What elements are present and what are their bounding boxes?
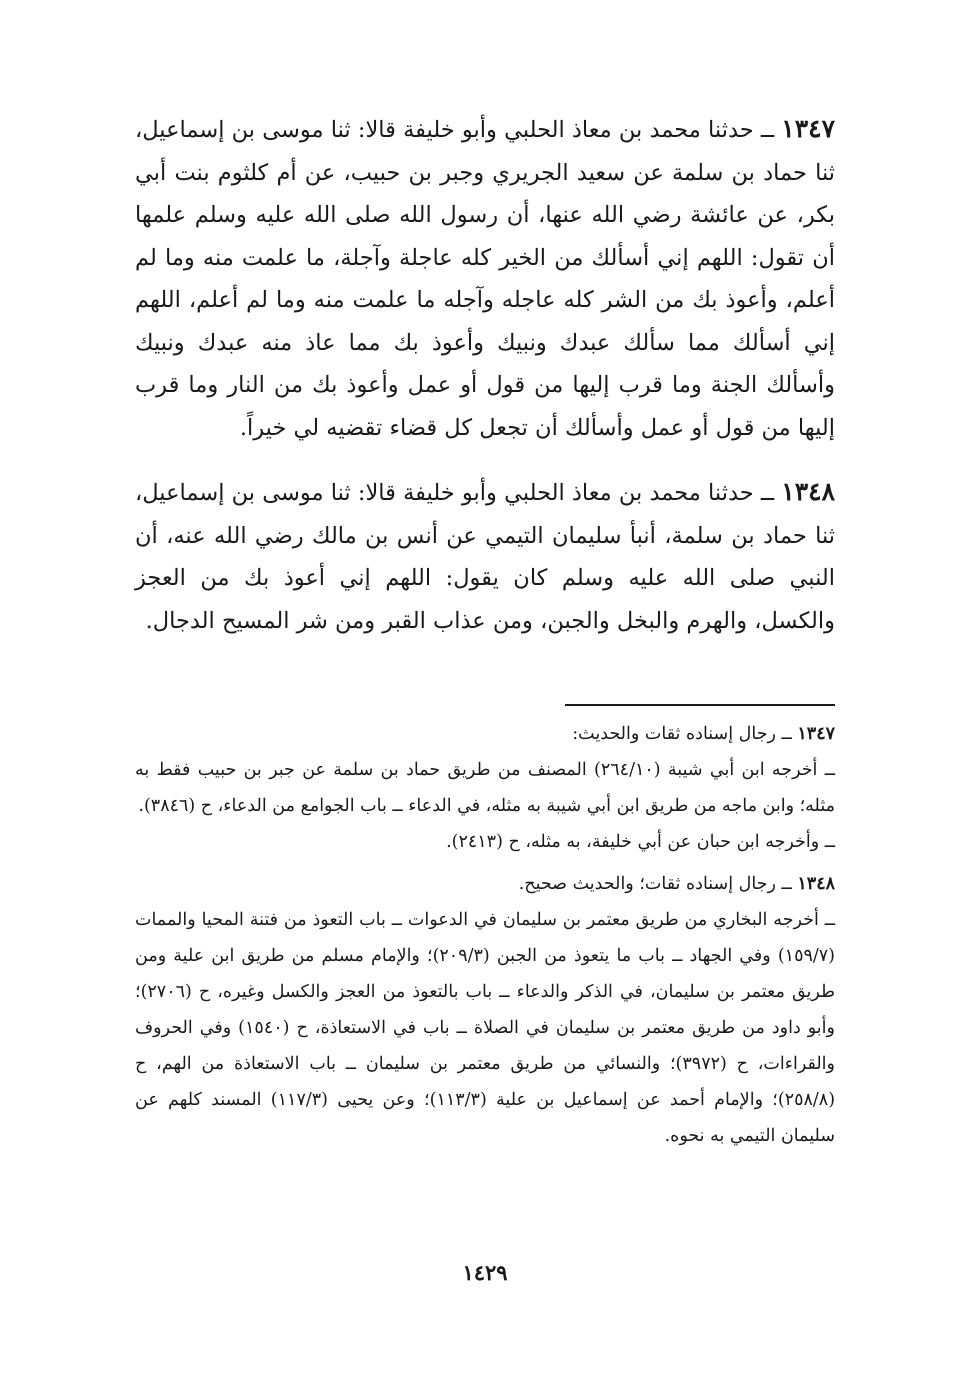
footnote-dash: ــ: [781, 724, 792, 744]
footnotes: [135, 716, 835, 1160]
hadith-text: حدثنا محمد بن معاذ الحلبي وأبو خليفة قالا: ثنا موسى بن إسماعيل، ثنا حماد بن سلمة عن سعيد الجريري وجبر بن حبيب، عن أم كلثوم بنت أبي بكر، عن عائشة رضي الله عنها، أن رسول الله صلى الله عليه وسلم علمها أن تقول: اللهم إني أسألك من الخير كله عاجلة وآجلة، ما علمت منه وما لم أعلم، وأعوذ بك من الشر كله عاجله وآجله ما علمت منه وما لم أعلم، اللهم إني أسألك مما سألك عبدك ونبيك وأعوذ بك مما عاذ منه عبدك ونبيك وأسألك الجنة وما قرب إليها من قول أو عمل وأعوذ بك من النار وما قرب إليها من قول أو عمل وأسألك أن تجعل كل قضاء تقضيه لي خيراً.: [135, 117, 835, 441]
hadith-number: ١٣٤٨: [781, 477, 835, 506]
footnote-divider: [565, 704, 835, 706]
hadith-dash: ــ: [760, 480, 775, 506]
hadith-number: ١٣٤٧: [781, 114, 835, 143]
footnote-heading-text: رجال إسناده ثقات؛ والحديث صحيح.: [518, 874, 776, 894]
footnote-line: ــ أخرجه البخاري من طريق معتمر بن سليمان في الدعوات ــ باب التعوذ من فتنة المحيا والممات (١٥٩/٧) وفي الجهاد ــ باب ما يتعوذ من الجبن (٢٠٩/٣)؛ والإمام مسلم من طريق ابن علية ومن طريق معتمر بن سليمان، في الذكر والدعاء ــ باب بالتعوذ من العجز والكسل وغيره، ح (٢٧٠٦)؛ وأبو داود من طريق معتمر بن سليمان في الصلاة ــ باب في الاستعاذة، ح (١٥٤٠) وفي الحروف والقراءات، ح (٣٩٧٢)؛ والنسائي من طريق معتمر بن سليمان ــ باب الاستعاذة من الهم، ح (٢٥٨/٨)؛ والإمام أحمد عن إسماعيل بن علية (١١٣/٣)؛ وعن يحيى (١١٧/٣) المسند كلهم عن سليمان التيمي به نحوه.: [135, 910, 836, 1146]
hadith-dash: ــ: [760, 117, 775, 143]
hadith-1347: [135, 108, 835, 449]
footnote-1347: [135, 716, 835, 860]
footnote-heading-text: رجال إسناده ثقات والحديث:: [572, 724, 776, 744]
footnote-heading: [135, 716, 835, 752]
footnote-dash: ــ: [781, 874, 792, 894]
footnote-number: ١٣٤٧: [797, 724, 835, 744]
footnote-line: ــ أخرجه ابن أبي شيبة (٢٦٤/١٠) المصنف من طريق حماد بن سلمة عن جبر بن حبيب فقط به مثله؛ وابن ماجه من طريق ابن أبي شيبة به مثله، في الدعاء ــ باب الجوامع من الدعاء، ح (٣٨٤٦).: [135, 760, 835, 816]
book-page: [135, 108, 836, 1285]
footnote-line: ــ وأخرجه ابن حبان عن أبي خليفة، به مثله، ح (٢٤١٣).: [446, 832, 835, 852]
footnote-1348: [135, 866, 835, 1154]
page-number: ١٤٢٩: [462, 1260, 508, 1285]
hadith-1348: [135, 471, 835, 642]
footnote-heading: [135, 866, 835, 902]
hadith-text: حدثنا محمد بن معاذ الحلبي وأبو خليفة قالا: ثنا موسى بن إسماعيل، ثنا حماد بن سلمة، أنبأ سليمان التيمي عن أنس بن مالك رضي الله عنه، أن النبي صلى الله عليه وسلم كان يقول: اللهم إني أعوذ بك من العجز والكسل، والهرم والبخل والجبن، ومن عذاب القبر ومن شر المسيح الدجال.: [135, 480, 835, 634]
footnote-number: ١٣٤٨: [797, 874, 835, 894]
